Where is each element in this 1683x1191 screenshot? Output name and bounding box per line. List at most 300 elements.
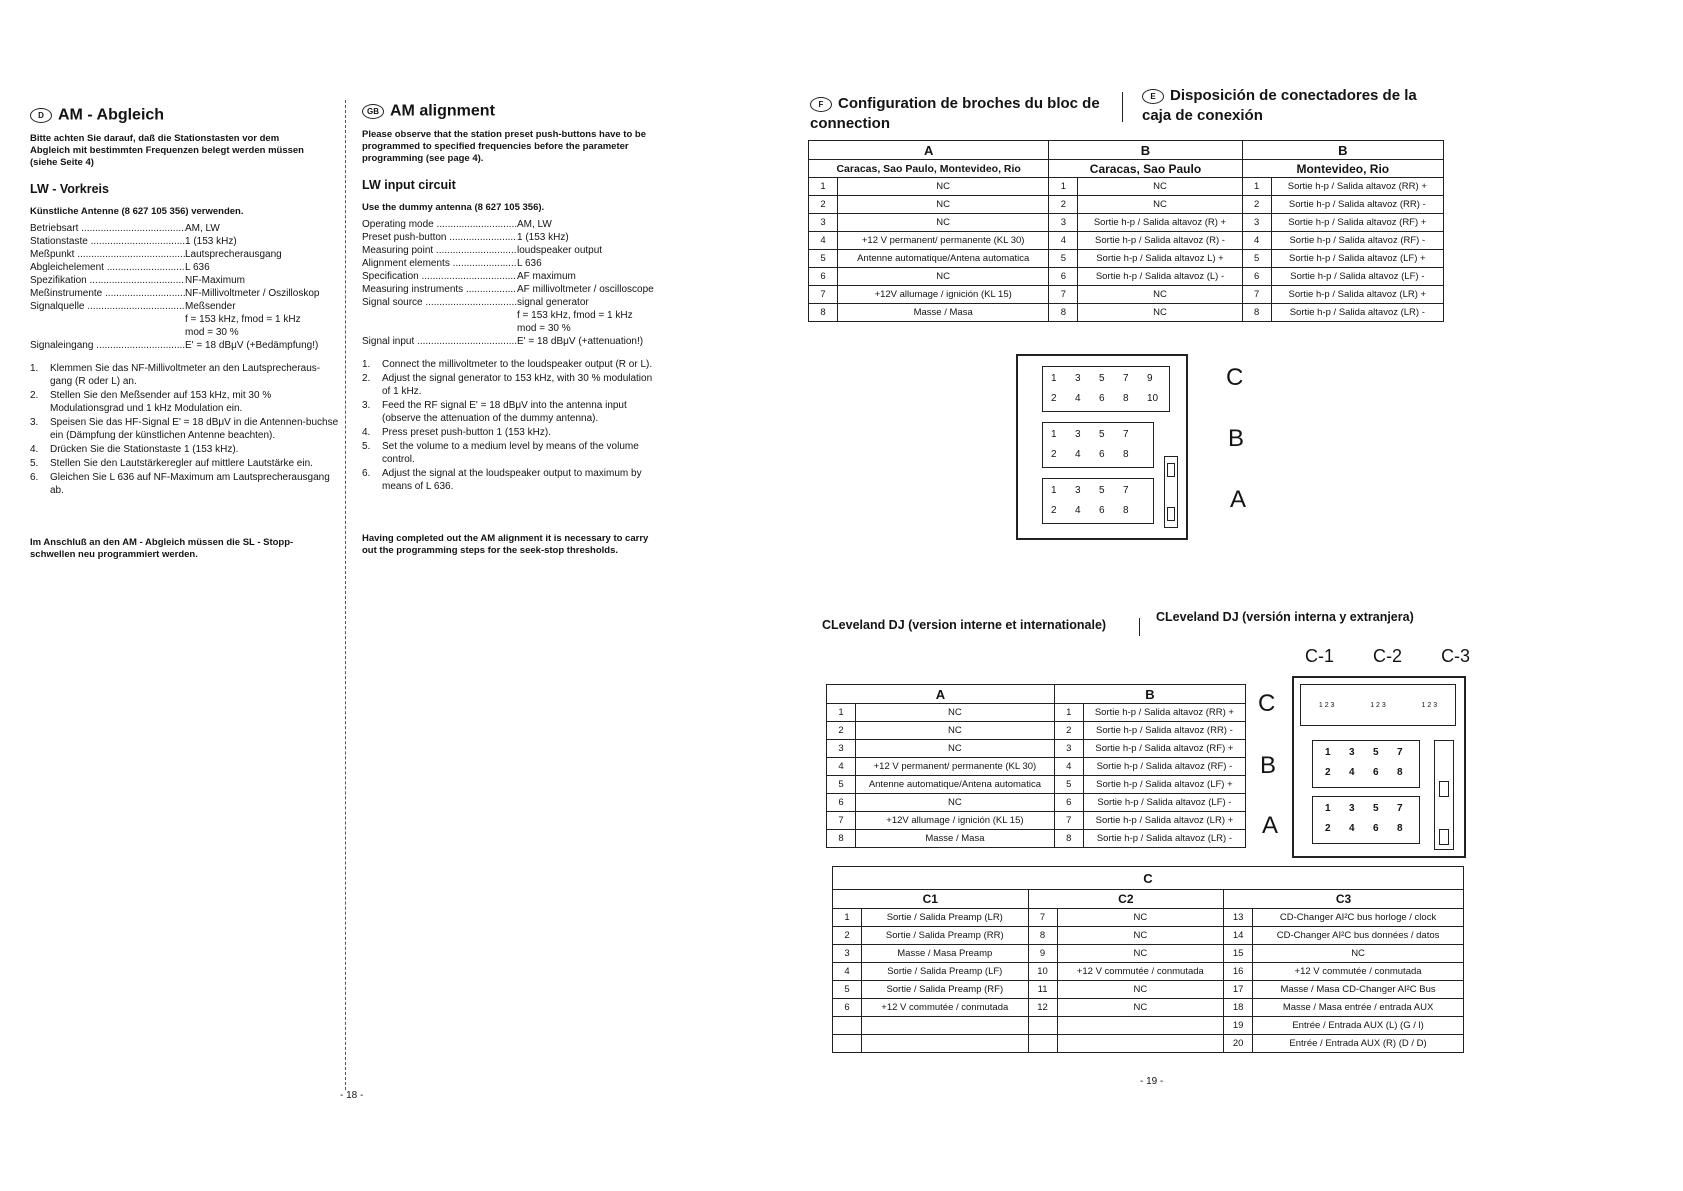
- cell-c2: [1057, 1035, 1224, 1053]
- table-row: [809, 214, 1444, 232]
- cell-c3: Masse / Masa entrée / entrada AUX: [1253, 999, 1464, 1017]
- cell-an: 2: [827, 722, 856, 740]
- spec-value: Meßsender: [185, 301, 236, 312]
- table-row: [809, 250, 1444, 268]
- spec-key: Signal input .....: [362, 335, 517, 348]
- cell-c1: Masse / Masa Preamp: [862, 945, 1029, 963]
- step-number: 4.: [362, 427, 371, 438]
- cell-n3: 14: [1224, 927, 1253, 945]
- pin-number: 4: [1075, 393, 1081, 404]
- pin-number: 10: [1147, 393, 1159, 404]
- cell-c3: Masse / Masa CD-Changer AI²C Bus: [1253, 981, 1464, 999]
- cell-bn: 7: [1054, 812, 1083, 830]
- cell-n1: 4: [833, 963, 862, 981]
- cell-an: 3: [827, 740, 856, 758]
- step-text: Gleichen Sie L 636 auf NF-Maximum am Lautsprecherausgang ab.: [50, 472, 330, 496]
- pin-number: 6: [1373, 767, 1379, 778]
- pin-number: 8: [1123, 393, 1129, 404]
- connector2-label-b: B: [1260, 752, 1277, 779]
- step-number: 5.: [30, 458, 39, 469]
- cell-c2: NC: [1057, 909, 1224, 927]
- step-text: Press preset push-button 1 (153 kHz).: [382, 427, 551, 438]
- step-number: 1.: [362, 359, 371, 370]
- german-section-heading: LW - Vorkreis: [30, 182, 109, 196]
- spec-key: [30, 313, 185, 326]
- cell-c: Sortie h-p / Salida altavoz (RR) -: [1271, 196, 1443, 214]
- german-column: [30, 108, 340, 561]
- cell-b: Sortie h-p / Salida altavoz (LR) -: [1083, 830, 1245, 848]
- connector1-row: [1042, 478, 1154, 524]
- cell-c: Sortie h-p / Salida altavoz (LF) +: [1271, 250, 1443, 268]
- cell-c1: Sortie / Salida Preamp (RF): [862, 981, 1029, 999]
- spec-value: E' = 18 dBμV (+Bedämpfung!): [185, 340, 319, 351]
- cell-n3: 20: [1224, 1035, 1253, 1053]
- pin-number: 8: [1123, 505, 1129, 516]
- pin-number: 6: [1373, 823, 1379, 834]
- cell-b: Sortie h-p / Salida altavoz (LR) +: [1083, 812, 1245, 830]
- table-row: [809, 178, 1444, 196]
- cell-c: Sortie h-p / Salida altavoz (LR) -: [1271, 304, 1443, 322]
- table3-head-c2: C2: [1028, 890, 1224, 909]
- pin-number: 2: [1325, 823, 1331, 834]
- pin-number: 3: [1075, 429, 1081, 440]
- spec-value: NF-Millivoltmeter / Oszilloskop: [185, 288, 320, 299]
- cell-n2: 7: [1028, 909, 1057, 927]
- step-text: Klemmen Sie das NF-Millivoltmeter an den Lautsprecheraus-gang (R oder L) an.: [50, 363, 321, 387]
- spec-value: mod = 30 %: [185, 327, 239, 338]
- cell-n2: 11: [1028, 981, 1057, 999]
- cell-a: +12V allumage / ignición (KL 15): [838, 286, 1049, 304]
- spec-key: Measuring point .....: [362, 244, 517, 257]
- cell-n1: 6: [833, 999, 862, 1017]
- cell-a: Antenne automatique/Antena automatica: [856, 776, 1055, 794]
- step-text: Stellen Sie den Lautstärkeregler auf mittlere Lautstärke ein.: [50, 458, 313, 469]
- cell-n2: 8: [1028, 927, 1057, 945]
- cell-an: 2: [809, 196, 838, 214]
- connector2-c1-pins: 1 2 3: [1318, 701, 1335, 709]
- table-row: [833, 945, 1464, 963]
- spec-value: AF millivoltmeter / oscilloscope: [517, 284, 654, 295]
- connector1-label-b: B: [1228, 425, 1245, 452]
- spec-value: signal generator: [517, 297, 589, 308]
- german-antenna: Künstliche Antenne (8 627 105 356) verwenden.: [30, 206, 244, 217]
- pin-number: 3: [1349, 747, 1355, 758]
- spec-key: [362, 322, 517, 335]
- cell-c2: NC: [1057, 927, 1224, 945]
- pin-number: 8: [1123, 449, 1129, 460]
- table3-head-c1: C1: [833, 890, 1029, 909]
- cell-cn: 5: [1242, 250, 1271, 268]
- cell-b: Sortie h-p / Salida altavoz (L) -: [1078, 268, 1242, 286]
- cell-b: NC: [1078, 286, 1242, 304]
- table-row: [827, 704, 1246, 722]
- table-row: [833, 1035, 1464, 1053]
- connector2-side-slot: [1434, 740, 1454, 850]
- page-left-divider: [345, 100, 346, 1090]
- spec-value: f = 153 kHz, fmod = 1 kHz: [517, 310, 633, 321]
- spec-value: Lautsprecherausgang: [185, 249, 282, 260]
- english-antenna: Use the dummy antenna (8 627 105 356).: [362, 202, 545, 213]
- subtitle-separator: [1139, 618, 1140, 636]
- cell-c: Sortie h-p / Salida altavoz (RF) +: [1271, 214, 1443, 232]
- step-number: 4.: [30, 444, 39, 455]
- table-row: [809, 196, 1444, 214]
- language-badge-de: D: [30, 108, 52, 123]
- spec-value: AM, LW: [185, 223, 220, 234]
- cell-a: Masse / Masa: [856, 830, 1055, 848]
- german-steps: [30, 362, 340, 497]
- title-separator: [1122, 92, 1123, 122]
- spec-key: Stationstaste .....: [30, 235, 185, 248]
- title-french: F Configuration de broches du bloc de connection: [810, 95, 1100, 132]
- connector2-row: [1312, 796, 1420, 844]
- german-note: Bitte achten Sie darauf, daß die Stationstasten vor dem Abgleich mit bestimmten Frequenzen belegt werden müssen (siehe Seite 4): [30, 133, 304, 168]
- cell-a: +12 V permanent/ permanente (KL 30): [838, 232, 1049, 250]
- cell-n3: 17: [1224, 981, 1253, 999]
- cell-c2: [1057, 1017, 1224, 1035]
- cell-n2: 12: [1028, 999, 1057, 1017]
- cell-bn: 7: [1049, 286, 1078, 304]
- spec-key: Betriebsart .....: [30, 222, 185, 235]
- cell-n3: 16: [1224, 963, 1253, 981]
- spec-key: Measuring instruments .....: [362, 283, 517, 296]
- step-item: [30, 471, 340, 497]
- spec-value: NF-Maximum: [185, 275, 245, 286]
- label-c2: C-2: [1373, 646, 1403, 666]
- cell-n2: 10: [1028, 963, 1057, 981]
- spec-value: 1 (153 kHz): [185, 236, 237, 247]
- step-item: [362, 440, 662, 466]
- pin-number: 7: [1397, 803, 1403, 814]
- cell-n1: [833, 1035, 862, 1053]
- connector1-label-a: A: [1230, 486, 1247, 513]
- table-row: [827, 830, 1246, 848]
- pin-number: 5: [1373, 747, 1379, 758]
- connector-diagram-2: [1292, 676, 1466, 858]
- cell-c3: +12 V commutée / conmutada: [1253, 963, 1464, 981]
- cell-n1: 3: [833, 945, 862, 963]
- pin-number: 7: [1123, 485, 1129, 496]
- cell-an: 5: [827, 776, 856, 794]
- pin-number: 6: [1099, 393, 1105, 404]
- table-row: [827, 812, 1246, 830]
- cell-b: Sortie h-p / Salida altavoz (RR) +: [1083, 704, 1245, 722]
- table1-sub-b2: Montevideo, Rio: [1242, 160, 1443, 178]
- english-column: [362, 104, 662, 557]
- spec-key: Signalquelle .....: [30, 300, 185, 313]
- cell-an: 1: [809, 178, 838, 196]
- cell-an: 5: [809, 250, 838, 268]
- cell-n1: 2: [833, 927, 862, 945]
- pin-number: 7: [1123, 373, 1129, 384]
- spec-value: E' = 18 dBμV (+attenuation!): [517, 336, 644, 347]
- table-row: [833, 1017, 1464, 1035]
- pin-number: 5: [1373, 803, 1379, 814]
- cell-an: 7: [827, 812, 856, 830]
- cell-a: Antenne automatique/Antena automatica: [838, 250, 1049, 268]
- cell-c3: CD-Changer AI²C bus données / datos: [1253, 927, 1464, 945]
- cell-a: NC: [856, 740, 1055, 758]
- pin-table-c-connector: [832, 866, 1464, 1053]
- table2-head-b: B: [1054, 685, 1245, 704]
- spec-key: [30, 326, 185, 339]
- cell-b: NC: [1078, 178, 1242, 196]
- step-item: [30, 443, 340, 456]
- step-number: 3.: [30, 417, 39, 428]
- cell-cn: 3: [1242, 214, 1271, 232]
- cell-bn: 6: [1049, 268, 1078, 286]
- english-title: GB AM alignment: [362, 104, 662, 119]
- step-item: [362, 399, 662, 425]
- table-row: [809, 304, 1444, 322]
- cell-b: NC: [1078, 304, 1242, 322]
- spec-key: Alignment elements .....: [362, 257, 517, 270]
- step-item: [30, 457, 340, 470]
- step-number: 2.: [30, 390, 39, 401]
- cell-bn: 8: [1054, 830, 1083, 848]
- cell-c: Sortie h-p / Salida altavoz (LR) +: [1271, 286, 1443, 304]
- cell-b: Sortie h-p / Salida altavoz (R) -: [1078, 232, 1242, 250]
- cell-c2: NC: [1057, 999, 1224, 1017]
- pin-table-caracas: [808, 140, 1444, 322]
- table2-head-a: A: [827, 685, 1055, 704]
- table-row: [827, 794, 1246, 812]
- cell-c1: Sortie / Salida Preamp (RR): [862, 927, 1029, 945]
- cell-an: 8: [827, 830, 856, 848]
- connector2-label-c: C: [1258, 690, 1276, 717]
- pin-number: 7: [1123, 429, 1129, 440]
- pin-number: 5: [1099, 429, 1105, 440]
- table3-head: C: [833, 867, 1464, 890]
- spec-key: Preset push-button .....: [362, 231, 517, 244]
- spec-key: Meßpunkt .....: [30, 248, 185, 261]
- cell-a: NC: [856, 794, 1055, 812]
- connector1-row: [1042, 366, 1170, 412]
- table-row: [833, 999, 1464, 1017]
- cell-c: Sortie h-p / Salida altavoz (LF) -: [1271, 268, 1443, 286]
- cell-a: Masse / Masa: [838, 304, 1049, 322]
- cell-cn: 6: [1242, 268, 1271, 286]
- table-row: [827, 740, 1246, 758]
- connector2-c-row: [1300, 684, 1456, 726]
- pin-number: 4: [1075, 505, 1081, 516]
- cell-c: Sortie h-p / Salida altavoz (RR) +: [1271, 178, 1443, 196]
- cell-a: NC: [838, 268, 1049, 286]
- cell-b: NC: [1078, 196, 1242, 214]
- cell-bn: 8: [1049, 304, 1078, 322]
- spec-key: [362, 309, 517, 322]
- cell-cn: 1: [1242, 178, 1271, 196]
- cell-c3: NC: [1253, 945, 1464, 963]
- cell-an: 4: [809, 232, 838, 250]
- spec-value: loudspeaker output: [517, 245, 603, 256]
- cell-c3: CD-Changer AI²C bus horloge / clock: [1253, 909, 1464, 927]
- cell-c3: Entrée / Entrada AUX (R) (D / D): [1253, 1035, 1464, 1053]
- page-number-right: - 19 -: [1140, 1076, 1164, 1087]
- cell-b: Sortie h-p / Salida altavoz (LF) +: [1083, 776, 1245, 794]
- table-row: [809, 232, 1444, 250]
- cell-bn: 3: [1049, 214, 1078, 232]
- pin-number: 8: [1397, 823, 1403, 834]
- pin-number: 7: [1397, 747, 1403, 758]
- cell-c2: +12 V commutée / conmutada: [1057, 963, 1224, 981]
- spec-key: Signal source .....: [362, 296, 517, 309]
- table1-sub-a: Caracas, Sao Paulo, Montevideo, Rio: [809, 160, 1049, 178]
- connector1-row: [1042, 422, 1154, 468]
- table1-head-b2: B: [1242, 141, 1443, 160]
- pin-number: 3: [1075, 373, 1081, 384]
- spec-key: Specification .....: [362, 270, 517, 283]
- table1-head-b1: B: [1049, 141, 1242, 160]
- english-note: Please observe that the station preset push-buttons have to be programmed to specified frequencies before the parameter programming (see page 4).: [362, 129, 647, 164]
- step-text: Adjust the signal generator to 153 kHz, with 30 % modulation of 1 kHz.: [382, 373, 653, 397]
- cell-c1: [862, 1035, 1029, 1053]
- english-section-heading: LW input circuit: [362, 178, 456, 192]
- cell-a: NC: [838, 196, 1049, 214]
- cell-n3: 13: [1224, 909, 1253, 927]
- cell-an: 8: [809, 304, 838, 322]
- step-item: [362, 426, 662, 439]
- cell-an: 4: [827, 758, 856, 776]
- table1-sub-b1: Caracas, Sao Paulo: [1049, 160, 1242, 178]
- spec-key: Operating mode .....: [362, 218, 517, 231]
- cell-c1: Sortie / Salida Preamp (LR): [862, 909, 1029, 927]
- step-text: Speisen Sie das HF-Signal E' = 18 dBμV in die Antennen-buchse ein (Dämpfung der künstlichen Antenne beachten).: [50, 417, 339, 441]
- cell-an: 3: [809, 214, 838, 232]
- step-item: [362, 467, 662, 493]
- german-title: D AM - Abgleich: [30, 108, 340, 123]
- connector2-c3-pins: 1 2 3: [1421, 701, 1438, 709]
- cell-n2: [1028, 1017, 1057, 1035]
- cell-n2: 9: [1028, 945, 1057, 963]
- step-text: Feed the RF signal E' = 18 dBμV into the antenna input (observe the attenuation of the dummy antenna).: [382, 400, 627, 424]
- table-row: [833, 963, 1464, 981]
- spec-value: 1 (153 kHz): [517, 232, 569, 243]
- spec-key: Abgleichelement .....: [30, 261, 185, 274]
- pin-number: 2: [1051, 449, 1057, 460]
- step-item: [362, 372, 662, 398]
- pin-number: 3: [1075, 485, 1081, 496]
- cell-c: Sortie h-p / Salida altavoz (RF) -: [1271, 232, 1443, 250]
- step-item: [30, 362, 340, 388]
- cell-b: Sortie h-p / Salida altavoz (LF) -: [1083, 794, 1245, 812]
- cell-n3: 19: [1224, 1017, 1253, 1035]
- cell-cn: 7: [1242, 286, 1271, 304]
- page-number-left: - 18 -: [340, 1090, 364, 1101]
- spec-key: Spezifikation .....: [30, 274, 185, 287]
- table3-head-c3: C3: [1224, 890, 1464, 909]
- connector2-label-a: A: [1262, 812, 1279, 839]
- cell-c1: Sortie / Salida Preamp (LF): [862, 963, 1029, 981]
- pin-number: 6: [1099, 505, 1105, 516]
- cell-bn: 4: [1054, 758, 1083, 776]
- cell-a: NC: [838, 214, 1049, 232]
- table1-head-a: A: [809, 141, 1049, 160]
- cell-c1: +12 V commutée / conmutada: [862, 999, 1029, 1017]
- subtitle-french: CLeveland DJ (version interne et internationale): [822, 618, 1107, 632]
- pin-number: 4: [1349, 823, 1355, 834]
- cell-cn: 4: [1242, 232, 1271, 250]
- step-item: [30, 389, 340, 415]
- table-row: [833, 927, 1464, 945]
- cell-bn: 2: [1049, 196, 1078, 214]
- step-text: Connect the millivoltmeter to the loudspeaker output (R or L).: [382, 359, 653, 370]
- spec-value: f = 153 kHz, fmod = 1 kHz: [185, 314, 301, 325]
- pin-table-cleveland: [826, 684, 1246, 848]
- pin-number: 2: [1051, 393, 1057, 404]
- cell-an: 6: [809, 268, 838, 286]
- language-badge-e: E: [1142, 89, 1164, 104]
- cell-bn: 1: [1049, 178, 1078, 196]
- cell-b: Sortie h-p / Salida altavoz (R) +: [1078, 214, 1242, 232]
- cell-n2: [1028, 1035, 1057, 1053]
- german-footer: Im Anschluß an den AM - Abgleich müssen die SL - Stopp-schwellen neu programmiert werden.: [30, 537, 294, 560]
- german-spec-list: [30, 222, 340, 352]
- subtitle-spanish: CLeveland DJ (versión interna y extranjera): [1156, 610, 1414, 624]
- cell-an: 1: [827, 704, 856, 722]
- cell-n1: 1: [833, 909, 862, 927]
- cell-b: Sortie h-p / Salida altavoz (RR) -: [1083, 722, 1245, 740]
- cell-c2: NC: [1057, 981, 1224, 999]
- label-c1: C-1: [1305, 646, 1335, 666]
- cell-an: 7: [809, 286, 838, 304]
- cell-bn: 5: [1054, 776, 1083, 794]
- table-row: [827, 722, 1246, 740]
- cell-c1: [862, 1017, 1029, 1035]
- table-row: [827, 758, 1246, 776]
- connector1-side-slot: [1164, 456, 1178, 528]
- cell-b: Sortie h-p / Salida altavoz (RF) -: [1083, 758, 1245, 776]
- table-row: [833, 909, 1464, 927]
- cell-a: +12V allumage / ignición (KL 15): [856, 812, 1055, 830]
- step-item: [362, 358, 662, 371]
- step-number: 6.: [362, 468, 371, 479]
- step-number: 6.: [30, 472, 39, 483]
- cell-bn: 6: [1054, 794, 1083, 812]
- pin-number: 4: [1349, 767, 1355, 778]
- pin-number: 1: [1051, 373, 1057, 384]
- table-row: [809, 268, 1444, 286]
- label-c3: C-3: [1441, 646, 1471, 666]
- table-row: [809, 286, 1444, 304]
- pin-number: 4: [1075, 449, 1081, 460]
- pin-number: 5: [1099, 485, 1105, 496]
- step-text: Stellen Sie den Meßsender auf 153 kHz, mit 30 % Modulationsgrad und 1 kHz Modulation ein.: [50, 390, 272, 414]
- step-text: Adjust the signal at the loudspeaker output to maximum by means of L 636.: [382, 468, 642, 492]
- connector2-c2-pins: 1 2 3: [1370, 701, 1386, 709]
- spec-value: mod = 30 %: [517, 323, 571, 334]
- spec-key: Meßinstrumente .....: [30, 287, 185, 300]
- step-item: [30, 416, 340, 442]
- cell-an: 6: [827, 794, 856, 812]
- step-text: Drücken Sie die Stationstaste 1 (153 kHz).: [50, 444, 239, 455]
- table-row: [833, 981, 1464, 999]
- english-footer: Having completed out the AM alignment it is necessary to carry out the programming steps for the seek-stop thresholds.: [362, 533, 649, 556]
- step-number: 1.: [30, 363, 39, 374]
- step-number: 3.: [362, 400, 371, 411]
- cell-cn: 2: [1242, 196, 1271, 214]
- cell-c3: Entrée / Entrada AUX (L) (G / l): [1253, 1017, 1464, 1035]
- connector1-label-c: C: [1226, 364, 1244, 391]
- connector-diagram-1: [1016, 354, 1188, 540]
- pin-number: 8: [1397, 767, 1403, 778]
- language-badge-gb: GB: [362, 104, 384, 119]
- pin-number: 1: [1325, 747, 1331, 758]
- cell-n3: 18: [1224, 999, 1253, 1017]
- pin-number: 1: [1051, 429, 1057, 440]
- pin-number: 1: [1051, 485, 1057, 496]
- cell-n3: 15: [1224, 945, 1253, 963]
